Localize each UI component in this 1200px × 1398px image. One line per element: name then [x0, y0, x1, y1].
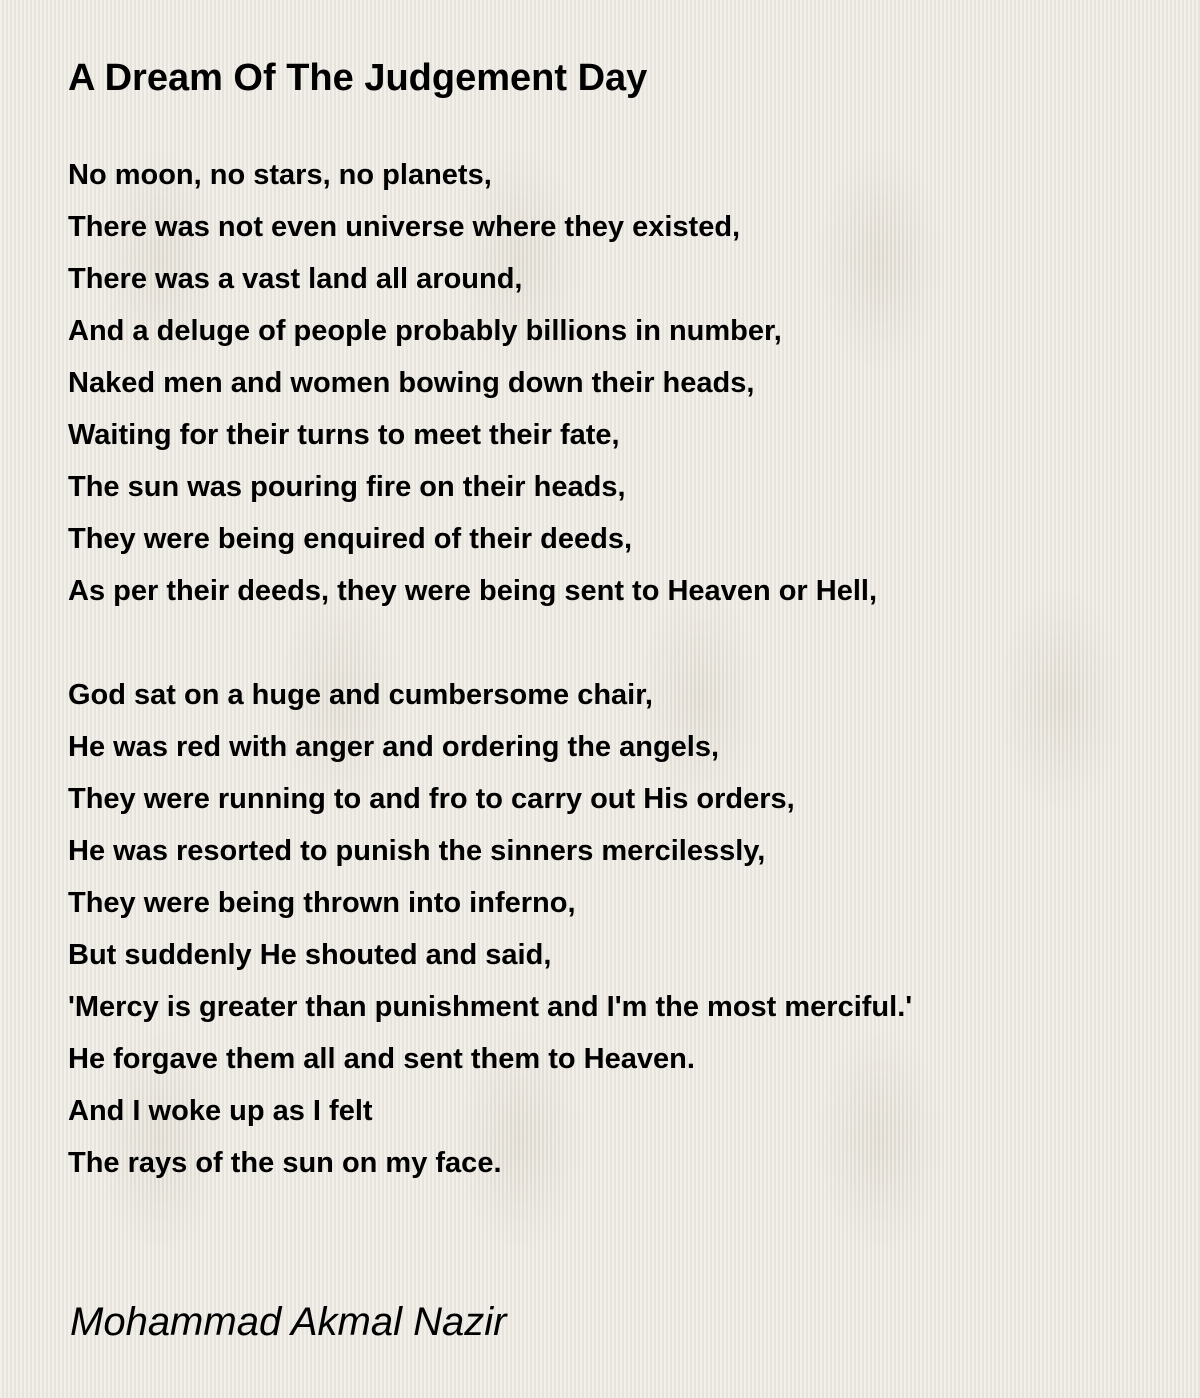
poem-line: The sun was pouring fire on their heads,	[68, 471, 626, 503]
poem-line: Waiting for their turns to meet their fate,	[68, 419, 620, 451]
poem-line: 'Mercy is greater than punishment and I'm the most merciful.'	[68, 991, 913, 1023]
poem-line: The rays of the sun on my face.	[68, 1147, 502, 1179]
stanza-1	[68, 149, 1168, 617]
poem-line: No moon, no stars, no planets,	[68, 159, 492, 191]
poem-line: As per their deeds, they were being sent to Heaven or Hell,	[68, 575, 878, 607]
poem-line: And I woke up as I felt	[68, 1095, 373, 1127]
poem-line: There was not even universe where they existed,	[68, 211, 741, 243]
poem-line: He was resorted to punish the sinners mercilessly,	[68, 835, 766, 867]
poem-line: He forgave them all and sent them to Heaven.	[68, 1043, 695, 1075]
poem-line: He was red with anger and ordering the angels,	[68, 731, 720, 763]
poem-line: They were running to and fro to carry out His orders,	[68, 783, 795, 815]
poem-line: They were being enquired of their deeds,	[68, 523, 632, 555]
poem-line: God sat on a huge and cumbersome chair,	[68, 679, 653, 711]
poem-line: But suddenly He shouted and said,	[68, 939, 552, 971]
poem-title: A Dream Of The Judgement Day	[68, 57, 648, 99]
poem-line: They were being thrown into inferno,	[68, 887, 576, 919]
poem-line: And a deluge of people probably billions in number,	[68, 315, 782, 347]
stanza-2	[68, 669, 1168, 1189]
poem-author: Mohammad Akmal Nazir	[70, 1300, 507, 1344]
poem-line: Naked men and women bowing down their heads,	[68, 367, 755, 399]
poem-line: There was a vast land all around,	[68, 263, 523, 295]
poem-body	[68, 149, 1168, 1241]
